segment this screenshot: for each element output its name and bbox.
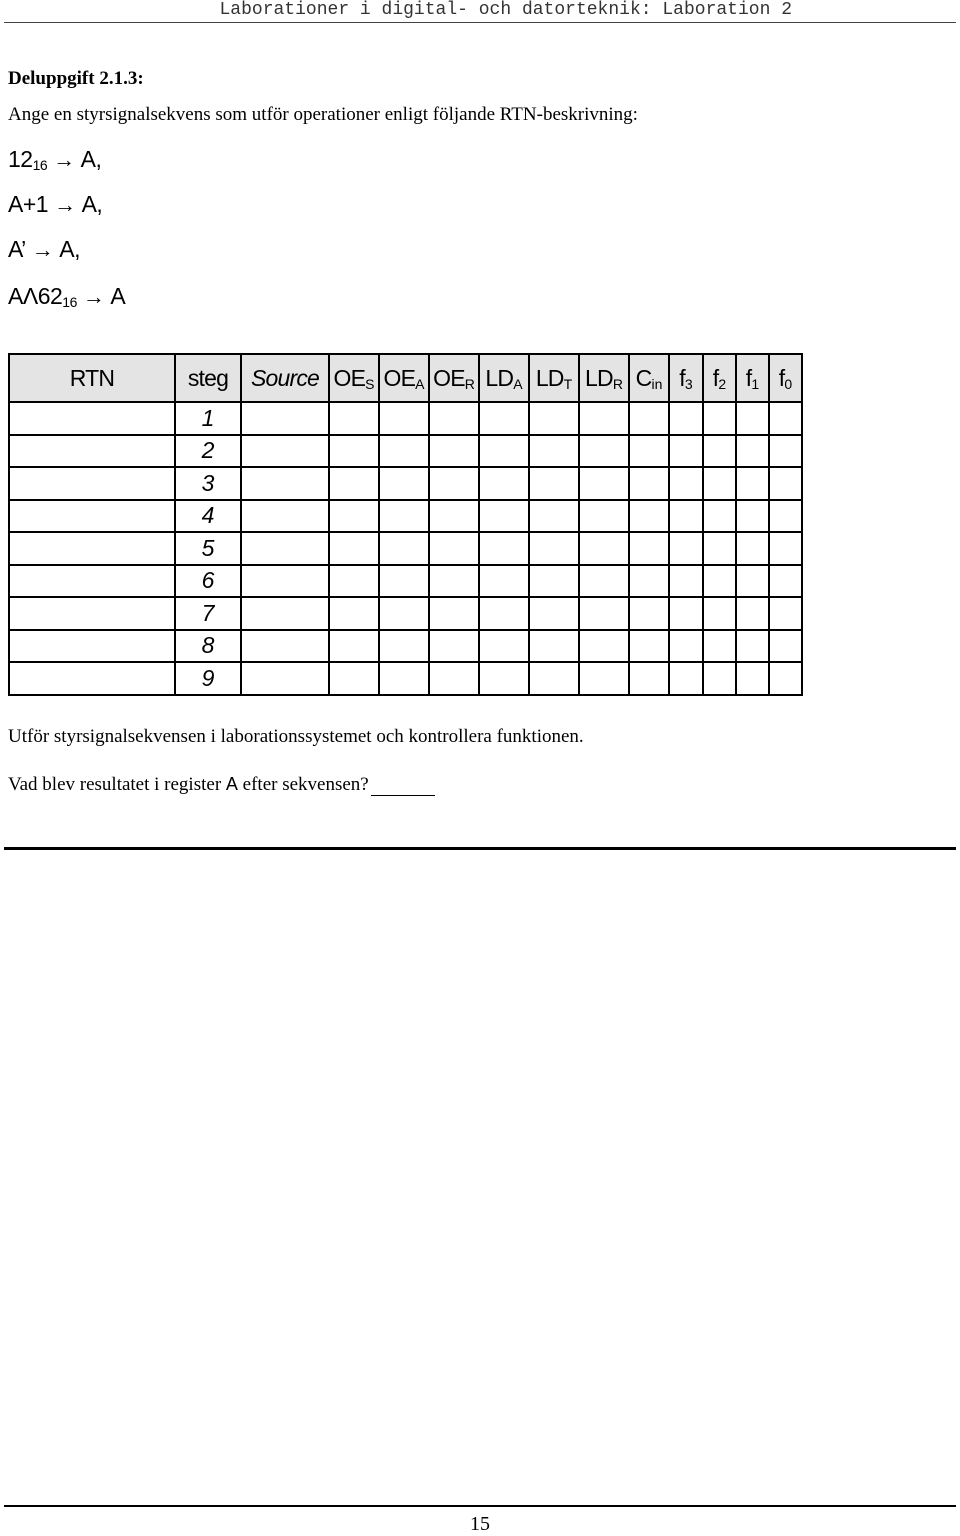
- signal-cell[interactable]: [479, 565, 529, 598]
- rtn-line-left: A+1: [8, 191, 49, 217]
- signal-cell[interactable]: [669, 435, 703, 468]
- rtn-line-right: A,: [59, 236, 80, 262]
- rtn-line-3: [8, 236, 80, 263]
- signal-cell[interactable]: [736, 597, 769, 630]
- col-header-f1: $f_1$: [736, 354, 769, 402]
- signal-cell[interactable]: [429, 532, 479, 565]
- signal-cell[interactable]: [669, 500, 703, 533]
- signal-cell[interactable]: [769, 500, 802, 533]
- signal-cell[interactable]: [669, 597, 703, 630]
- signal-cell[interactable]: [629, 402, 669, 435]
- rtn-line-2: [8, 191, 102, 218]
- signal-cell[interactable]: [479, 532, 529, 565]
- col-header-ldt: $LD_T$: [529, 354, 579, 402]
- signal-cell[interactable]: [479, 630, 529, 663]
- result-question: [8, 774, 435, 796]
- signal-cell[interactable]: [479, 500, 529, 533]
- signal-cell[interactable]: [241, 402, 329, 435]
- signal-cell[interactable]: [703, 597, 736, 630]
- step-number: 4: [175, 500, 241, 533]
- signal-cell[interactable]: [529, 597, 579, 630]
- signal-cell[interactable]: [379, 565, 429, 598]
- signal-cell[interactable]: [736, 662, 769, 695]
- signal-cell[interactable]: [241, 565, 329, 598]
- signal-cell[interactable]: [241, 630, 329, 663]
- signal-cell[interactable]: [736, 565, 769, 598]
- col-header-oes: $OE_S$: [329, 354, 379, 402]
- signal-cell[interactable]: [429, 565, 479, 598]
- signal-cell[interactable]: [241, 532, 329, 565]
- rtn-line-left: AΛ62: [8, 283, 63, 309]
- rtn-line-4: [8, 283, 125, 310]
- signal-cell[interactable]: [703, 662, 736, 695]
- signal-cell[interactable]: [579, 467, 629, 500]
- signal-cell[interactable]: [529, 435, 579, 468]
- signal-cell[interactable]: [329, 467, 379, 500]
- signal-cell[interactable]: [703, 402, 736, 435]
- col-header-ldr: $LD_R$: [579, 354, 629, 402]
- signal-cell[interactable]: [579, 630, 629, 663]
- arrow-icon: →: [82, 284, 105, 309]
- answer-blank[interactable]: [371, 777, 435, 796]
- step-number: 6: [175, 565, 241, 598]
- header-rule: [4, 22, 956, 23]
- step-number: 9: [175, 662, 241, 695]
- signal-cell[interactable]: [736, 532, 769, 565]
- signal-cell[interactable]: [629, 467, 669, 500]
- signal-cell[interactable]: [329, 565, 379, 598]
- control-signal-table: [8, 353, 803, 696]
- col-header-source: Source: [241, 354, 329, 402]
- signal-cell[interactable]: [9, 597, 175, 630]
- table-row: [9, 532, 802, 565]
- task-intro: Ange en styrsignalsekvens som utför operationer enligt följande RTN-beskrivning:: [8, 104, 638, 125]
- signal-cell[interactable]: [379, 597, 429, 630]
- table-row: [9, 565, 802, 598]
- signal-cell[interactable]: [769, 630, 802, 663]
- signal-cell[interactable]: [429, 662, 479, 695]
- signal-cell[interactable]: [703, 467, 736, 500]
- signal-cell[interactable]: [9, 402, 175, 435]
- signal-cell[interactable]: [579, 597, 629, 630]
- rtn-line-right: A: [110, 283, 126, 309]
- signal-cell[interactable]: [579, 662, 629, 695]
- footer-rule: [4, 1505, 956, 1507]
- question-text-before: Vad blev resultatet i register: [8, 774, 226, 795]
- rtn-line-right: A,: [80, 146, 102, 172]
- signal-cell[interactable]: [329, 435, 379, 468]
- signal-cell[interactable]: [769, 565, 802, 598]
- signal-cell[interactable]: [769, 532, 802, 565]
- signal-cell[interactable]: [429, 435, 479, 468]
- arrow-icon: →: [54, 192, 76, 217]
- signal-cell[interactable]: [429, 630, 479, 663]
- signal-cell[interactable]: [529, 630, 579, 663]
- signal-cell[interactable]: [703, 435, 736, 468]
- signal-cell[interactable]: [9, 565, 175, 598]
- signal-cell[interactable]: [479, 597, 529, 630]
- register-name: A: [225, 774, 238, 794]
- arrow-icon: →: [53, 147, 75, 172]
- rtn-line-right: A,: [81, 191, 103, 217]
- signal-cell[interactable]: [736, 500, 769, 533]
- signal-cell[interactable]: [629, 532, 669, 565]
- signal-cell[interactable]: [529, 467, 579, 500]
- signal-cell[interactable]: [703, 630, 736, 663]
- signal-cell[interactable]: [379, 435, 429, 468]
- signal-cell[interactable]: [579, 500, 629, 533]
- col-header-lda: $LD_A$: [479, 354, 529, 402]
- signal-cell[interactable]: [329, 500, 379, 533]
- col-header-cin: $C_{in}$: [629, 354, 669, 402]
- signal-cell[interactable]: [669, 402, 703, 435]
- signal-cell[interactable]: [529, 565, 579, 598]
- signal-cell[interactable]: [529, 532, 579, 565]
- signal-cell[interactable]: [769, 435, 802, 468]
- signal-cell[interactable]: [479, 467, 529, 500]
- signal-cell[interactable]: [629, 435, 669, 468]
- table-header-row: [9, 354, 802, 402]
- signal-cell[interactable]: [329, 597, 379, 630]
- signal-cell[interactable]: [479, 402, 529, 435]
- signal-cell[interactable]: [736, 630, 769, 663]
- signal-cell[interactable]: [379, 467, 429, 500]
- signal-cell[interactable]: [736, 467, 769, 500]
- signal-cell[interactable]: [629, 662, 669, 695]
- signal-cell[interactable]: [669, 630, 703, 663]
- signal-cell[interactable]: [9, 467, 175, 500]
- signal-cell[interactable]: [329, 662, 379, 695]
- rtn-line-sub: 16: [32, 157, 48, 173]
- signal-cell[interactable]: [703, 565, 736, 598]
- signal-cell[interactable]: [241, 435, 329, 468]
- signal-cell[interactable]: [379, 662, 429, 695]
- signal-cell[interactable]: [329, 630, 379, 663]
- signal-cell[interactable]: [9, 662, 175, 695]
- signal-cell[interactable]: [769, 467, 802, 500]
- signal-cell[interactable]: [669, 532, 703, 565]
- arrow-icon: →: [31, 237, 54, 262]
- signal-cell[interactable]: [629, 500, 669, 533]
- signal-cell[interactable]: [479, 435, 529, 468]
- signal-cell[interactable]: [379, 532, 429, 565]
- step-number: 7: [175, 597, 241, 630]
- table-row: [9, 467, 802, 500]
- col-header-oer: $OE_R$: [429, 354, 479, 402]
- signal-cell[interactable]: [703, 532, 736, 565]
- signal-cell[interactable]: [669, 565, 703, 598]
- step-number: 2: [175, 435, 241, 468]
- col-header-oea: $OE_A$: [379, 354, 429, 402]
- signal-cell[interactable]: [241, 500, 329, 533]
- section-divider: [4, 847, 956, 850]
- signal-cell[interactable]: [479, 662, 529, 695]
- signal-cell[interactable]: [529, 402, 579, 435]
- step-number: 1: [175, 402, 241, 435]
- col-header-rtn: RTN: [9, 354, 175, 402]
- signal-cell[interactable]: [769, 402, 802, 435]
- signal-cell[interactable]: [9, 532, 175, 565]
- header-text: Laborationer i digital- och datorteknik: Laboration 2: [219, 0, 792, 20]
- col-header-steg: steg: [175, 354, 241, 402]
- signal-cell[interactable]: [579, 435, 629, 468]
- signal-cell[interactable]: [9, 630, 175, 663]
- table-row: [9, 662, 802, 695]
- signal-cell[interactable]: [579, 565, 629, 598]
- signal-cell[interactable]: [736, 435, 769, 468]
- signal-cell[interactable]: [579, 532, 629, 565]
- signal-cell[interactable]: [629, 630, 669, 663]
- signal-cell[interactable]: [329, 402, 379, 435]
- execute-instruction: Utför styrsignalsekvensen i laborationssystemet och kontrollera funktionen.: [8, 726, 584, 747]
- page-number: 15: [470, 1513, 490, 1535]
- rtn-line-sub: 16: [62, 294, 77, 310]
- signal-cell[interactable]: [669, 467, 703, 500]
- signal-cell[interactable]: [736, 402, 769, 435]
- signal-cell[interactable]: [629, 565, 669, 598]
- col-header-f2: $f_2$: [703, 354, 736, 402]
- step-number: 3: [175, 467, 241, 500]
- signal-cell[interactable]: [9, 500, 175, 533]
- rtn-line-left: A’: [8, 236, 26, 262]
- signal-cell[interactable]: [529, 662, 579, 695]
- signal-cell[interactable]: [703, 500, 736, 533]
- signal-cell[interactable]: [769, 662, 802, 695]
- table-row: [9, 500, 802, 533]
- task-title: Deluppgift 2.1.3:: [8, 68, 144, 89]
- col-header-f3: $f_3$: [669, 354, 703, 402]
- col-header-f0: $f_0$: [769, 354, 802, 402]
- signal-cell[interactable]: [379, 402, 429, 435]
- signal-cell[interactable]: [241, 662, 329, 695]
- signal-cell[interactable]: [629, 597, 669, 630]
- table-row: [9, 597, 802, 630]
- signal-cell[interactable]: [429, 467, 479, 500]
- signal-cell[interactable]: [329, 532, 379, 565]
- step-number: 5: [175, 532, 241, 565]
- signal-cell[interactable]: [429, 597, 479, 630]
- question-text-after: efter sekvensen?: [237, 774, 369, 795]
- running-header: [0, 0, 960, 22]
- step-number: 8: [175, 630, 241, 663]
- table-row: [9, 402, 802, 435]
- signal-cell[interactable]: [241, 597, 329, 630]
- rtn-line-left: 12: [8, 146, 33, 172]
- signal-cell[interactable]: [379, 630, 429, 663]
- signal-cell[interactable]: [769, 597, 802, 630]
- signal-cell[interactable]: [579, 402, 629, 435]
- signal-cell[interactable]: [429, 500, 479, 533]
- signal-cell[interactable]: [9, 435, 175, 468]
- signal-cell[interactable]: [241, 467, 329, 500]
- signal-cell[interactable]: [669, 662, 703, 695]
- signal-cell[interactable]: [379, 500, 429, 533]
- signal-cell[interactable]: [529, 500, 579, 533]
- table-row: [9, 435, 802, 468]
- rtn-line-1: [8, 146, 101, 173]
- signal-cell[interactable]: [429, 402, 479, 435]
- table-row: [9, 630, 802, 663]
